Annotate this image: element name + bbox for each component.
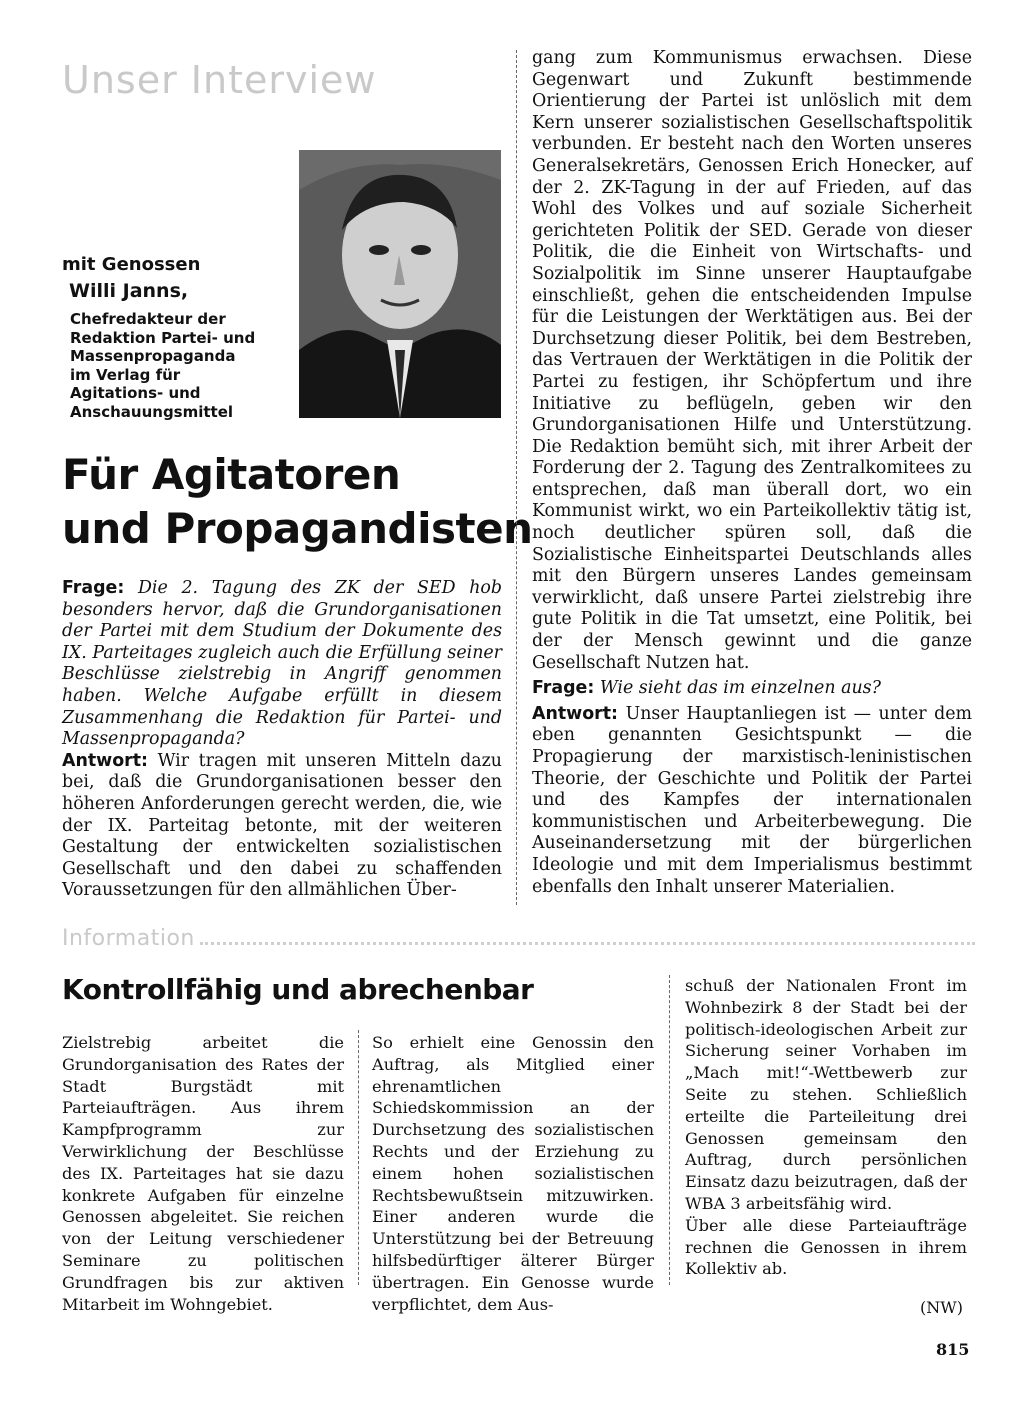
info-column-1: Zielstrebig arbeitet die Grundorganisation des Rates der Stadt Burgstädt mit Parteiaufträgen. Aus ihrem Kampfprogramm zur Verwirklichung der Beschlüsse des IX. Parteitages hat sie dazu konkrete Aufgaben für einzelne Genossen abgeleitet. Sie reichen von der Leitung verschiedener Seminare zu politischen Grundfragen bis zur aktiven Mitarbeit im Wohngebiet. [62,1033,344,1314]
column-divider [516,50,517,905]
question-label: Frage: [62,578,125,598]
interview-right-column [532,48,972,898]
info-column-2: So erhielt eine Genossin den Auftrag, als Mitglied einer ehrenamtlichen Schiedskommission an der Durchsetzung des sozialistischen Rechts und der Erziehung zu einem hohen sozialistischen Rechtsbewußtsein mitzuwirken. Einer anderen wurde die Unterstützung bei der Betreuung hilfsbedürftiger älterer Bürger übertragen. Ein Genosse wurde verpflichtet, dem Aus- [372,1033,654,1314]
portrait-photo [299,150,501,418]
headline-line-2: und Propagandisten [62,504,533,553]
answer-1 [62,751,502,902]
answer-label: Antwort: [532,703,619,724]
article-headline [62,448,532,556]
info-divider-1 [358,1030,359,1285]
author-signature: (NW) [920,1298,963,1317]
answer-2 [532,704,972,898]
info-divider-2 [669,975,670,1285]
info-column-3-para-1: schuß der Nationalen Front im Wohnbezirk 8 der Stadt bei der politisch-ideologischen Arbeit zur Sicherung seiner Vorhaben im „Mach mit!“-Wettbewerb zur Seite zu stehen. Schließlich erteilte die Parteileitung drei Genossen gemeinsam den Auftrag, durch persönlichen Einsatz dazu beizutragen, daß der WBA 3 arbeitsfähig wird. [685,976,967,1213]
info-column-3 [685,975,967,1280]
interview-left-column [62,578,502,902]
answer-text: Unser Hauptanliegen ist — unter dem eben genannten Gesichtspunkt — die Propagierung der marxistisch-leninistischen Theorie, der Geschichte und Politik der Partei und des Kampfes der internationalen kommunistischen und Arbeiterbewegung. Die Auseinandersetzung mit der bürgerlichen Ideologie und mit dem Imperialismus bestimmt ebenfalls den Inhalt unserer Materialien. [532,703,972,897]
question-2 [532,678,972,700]
section-kicker: Unser Interview [62,58,377,102]
info-headline: Kontrollfähig und abrechenbar [62,973,534,1006]
info-rule [200,942,975,945]
interviewee-name: Willi Janns, [69,280,189,302]
question-text: Die 2. Tagung des ZK der SED hob besonders hervor, daß die Grundorganisationen der Partei mit dem Studium der Dokumente des IX. Parteitages zugleich auch die Erfüllung seiner Beschlüsse zielstrebig in Angriff genommen haben. Welche Aufgabe erfüllt in diesem Zusammenhang die Redaktion für Partei- und Massenpropaganda? [62,578,503,750]
headline-line-1: Für Agitatoren [62,450,401,499]
question-text: Wie sieht das im einzelnen aus? [599,678,881,699]
info-kicker: Information [62,926,195,951]
page-number: 815 [936,1340,970,1359]
question-label: Frage: [532,678,595,699]
answer-text: Wir tragen mit unseren Mitteln dazu bei, daß die Grundorganisationen besser den höheren Anforderungen gerecht werden, die, wie der IX. Parteitag betonte, mit der weiteren Gestaltung der entwickelten sozialistischen Gesellschaft und den dabei zu schaffenden Voraussetzungen für den allmählichen Über- [62,750,503,901]
answer-label: Antwort: [62,750,149,771]
interviewee-role: Chefredakteur der Redaktion Partei- und Massenpropaganda im Verlag für Agitations- und Anschauungsmittel [70,310,256,421]
answer-1-continued: gang zum Kommunismus erwachsen. Diese Gegenwart und Zukunft bestimmende Orientierung der Partei ist unlöslich mit dem Kern unserer sozialistischen Gesellschaftspolitik verbunden. Er besteht nach den Worten unseres Generalsekretärs, Genossen Erich Honecker, auf der 2. ZK-Tagung in der auf Frieden, auf das Wohl des Volkes und auf soziale Sicherheit gerichteten Politik der SED. Gerade von dieser Politik, die die Einheit von Wirtschafts- und Sozialpolitik im Sinne unserer Hauptaufgabe einschließt, gehen die entscheidenden Impulse für die Leistungen der Werktätigen aus. Bei der Durchsetzung dieser Politik, bei dem Bestreben, das Vertrauen der Werktätigen in die Politik der Partei zu festigen, ihr Schöpfertum und ihre Initiative zu beflügeln, geben wir den Grundorganisationen Hilfe und Unterstützung. Die Redaktion bemüht sich, mit ihrer Arbeit der Forderung der 2. Tagung des Zentralkomitees zu entsprechen, daß man überall dort, wo ein Kommunist wirkt, wo ein Parteikollektiv tätig ist, noch deutlicher spüren soll, daß die Sozialistische Einheitspartei Deutschlands alles mit den Bürgern unseres Landes gemeinsam verwirklicht, daß unsere Partei zielstrebig ihre gute Politik in die Tat umsetzt, eine Politik, bei der der Mensch gewinnt und die ganze Gesellschaft Nutzen hat. [532,48,972,673]
question-1 [62,578,502,751]
interviewee-intro: mit Genossen [62,254,201,275]
info-column-3-para-2: Über alle diese Parteiaufträge rechnen die Genossen in ihrem Kollektiv ab. [685,1215,967,1279]
